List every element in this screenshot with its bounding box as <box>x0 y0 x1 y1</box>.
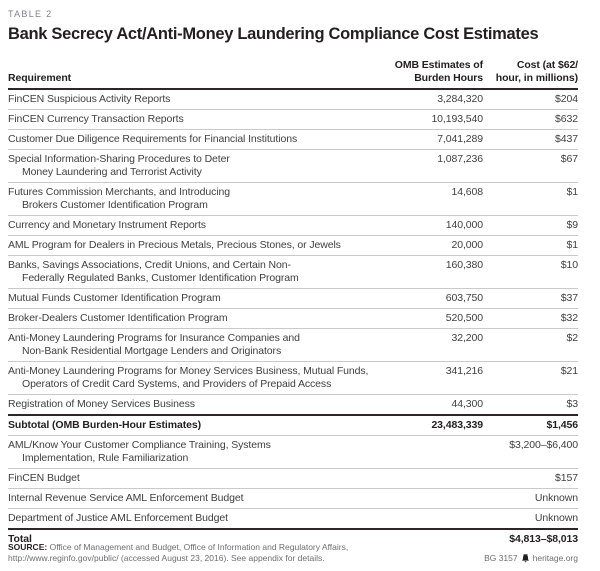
table-row <box>8 362 578 395</box>
requirement-line2: Money Laundering and Terrorist Activity <box>22 166 202 178</box>
burden-hours-cell <box>371 509 483 530</box>
publisher-site: heritage.org <box>532 553 578 563</box>
cost-cell: $9 <box>566 219 578 231</box>
burden-hours-cell: 20,000 <box>451 239 483 251</box>
requirement-line2: Operators of Credit Card Systems, and Providers of Prepaid Access <box>22 378 332 390</box>
burden-hours-cell: 10,193,540 <box>431 113 483 125</box>
cost-cell: $3 <box>566 398 578 410</box>
cost-cell: Unknown <box>534 492 578 504</box>
requirement-cell: AML Program for Dealers in Precious Metals, Precious Stones, or Jewels <box>8 239 341 251</box>
document-id: BG 3157 <box>484 553 518 563</box>
table-row <box>8 309 578 329</box>
cost-cell: $2 <box>566 332 578 344</box>
requirement-line2: Non-Bank Residential Mortgage Lenders and Originators <box>22 345 282 357</box>
requirement-cell: Customer Due Diligence Requirements for Financial Institutions <box>8 133 298 145</box>
col-header-cost <box>483 59 578 89</box>
requirement-line2: Implementation, Rule Familiarization <box>22 452 189 464</box>
table-row <box>8 110 578 130</box>
source-text-line2: http://www.reginfo.gov/public/ (accessed August 23, 2016). See appendix for details. <box>8 553 325 563</box>
burden-hours-cell: 3,284,320 <box>437 93 483 105</box>
col-header-cost-line1: Cost (at $62/ <box>516 59 578 71</box>
table-row <box>8 415 578 436</box>
requirement-cell: Anti-Money Laundering Programs for Insurance Companies and Non-Bank Residential Mortgage Lenders and Originators <box>8 329 371 362</box>
requirement-cell: FinCEN Currency Transaction Reports <box>8 113 184 125</box>
col-header-burden-hours-line2: Burden Hours <box>414 71 483 84</box>
table-row <box>8 130 578 150</box>
table-row <box>8 436 578 469</box>
table-header-row <box>8 59 578 89</box>
burden-hours-cell <box>371 469 483 489</box>
burden-hours-cell: 32,200 <box>451 332 483 344</box>
burden-hours-cell <box>371 436 483 469</box>
requirement-cell: Total <box>8 533 32 545</box>
source-text-line1: Office of Management and Budget, Office of Information and Regulatory Affairs, <box>49 542 349 552</box>
cost-cell: $10 <box>560 259 578 271</box>
table-row <box>8 183 578 216</box>
table-label: TABLE 2 <box>8 9 53 19</box>
table-row <box>8 329 578 362</box>
requirement-cell: Registration of Money Services Business <box>8 398 195 410</box>
requirement-line2: Federally Regulated Banks, Customer Identification Program <box>22 272 299 284</box>
requirement-cell: Special Information-Sharing Procedures to Deter Money Laundering and Terrorist Activity <box>8 150 371 183</box>
requirement-cell: Futures Commission Merchants, and Introducing Brokers Customer Identification Program <box>8 183 371 216</box>
burden-hours-cell: 341,216 <box>445 365 483 377</box>
publication-brand <box>484 553 578 564</box>
cost-cell: $1,456 <box>546 419 578 431</box>
cost-cell: $37 <box>560 292 578 304</box>
burden-hours-cell: 23,483,339 <box>431 419 483 431</box>
table-row <box>8 395 578 416</box>
table-row <box>8 256 578 289</box>
requirement-cell: Currency and Monetary Instrument Reports <box>8 219 206 231</box>
cost-cell: $67 <box>560 153 578 165</box>
burden-hours-cell: 160,380 <box>445 259 483 271</box>
requirement-cell: Broker-Dealers Customer Identification Program <box>8 312 228 324</box>
requirement-cell: Banks, Savings Associations, Credit Unions, and Certain Non- Federally Regulated Banks, Customer Identification Program <box>8 256 371 289</box>
requirement-cell: Mutual Funds Customer Identification Program <box>8 292 221 304</box>
table-row <box>8 236 578 256</box>
page-title: Bank Secrecy Act/Anti-Money Laundering Compliance Cost Estimates <box>8 25 539 43</box>
cost-cell: $1 <box>566 186 578 198</box>
compliance-cost-table <box>8 59 578 549</box>
burden-hours-cell: 140,000 <box>445 219 483 231</box>
table-row <box>8 469 578 489</box>
cost-cell: $157 <box>555 472 578 484</box>
cost-cell: $1 <box>566 239 578 251</box>
burden-hours-cell: 14,608 <box>451 186 483 198</box>
requirement-cell: Internal Revenue Service AML Enforcement Budget <box>8 492 244 504</box>
requirement-cell: Anti-Money Laundering Programs for Money Services Business, Mutual Funds, Operators of Credit Card Systems, and Providers of Prepaid Access <box>8 362 371 395</box>
col-header-burden-hours <box>371 59 483 89</box>
source-label: SOURCE: <box>8 542 48 552</box>
burden-hours-cell: 7,041,289 <box>437 133 483 145</box>
table-row <box>8 489 578 509</box>
cost-cell: $4,813–$8,013 <box>509 533 578 545</box>
figure-footer <box>8 542 578 564</box>
cost-cell: $437 <box>555 133 578 145</box>
burden-hours-cell: 1,087,236 <box>437 153 483 165</box>
cost-cell: $21 <box>560 365 578 377</box>
table-row <box>8 289 578 309</box>
cost-cell: $204 <box>555 93 578 105</box>
table-row <box>8 89 578 110</box>
burden-hours-cell: 520,500 <box>445 312 483 324</box>
table-row <box>8 216 578 236</box>
col-header-requirement: Requirement <box>8 71 72 84</box>
burden-hours-cell: 603,750 <box>445 292 483 304</box>
cost-cell: Unknown <box>534 512 578 524</box>
requirement-cell: FinCEN Suspicious Activity Reports <box>8 93 171 105</box>
heritage-bell-icon <box>521 554 530 563</box>
source-note <box>8 542 348 564</box>
col-header-burden-hours-line1: OMB Estimates of <box>394 59 483 71</box>
col-header-cost-line2: hour, in millions) <box>495 71 578 84</box>
table-body <box>8 89 578 549</box>
requirement-cell: Subtotal (OMB Burden-Hour Estimates) <box>8 419 201 431</box>
requirement-cell: FinCEN Budget <box>8 472 80 484</box>
requirement-cell: Department of Justice AML Enforcement Budget <box>8 512 228 524</box>
table-row <box>8 509 578 530</box>
cost-cell: $3,200–$6,400 <box>509 439 578 451</box>
cost-cell: $32 <box>560 312 578 324</box>
cost-cell: $632 <box>555 113 578 125</box>
burden-hours-cell <box>371 489 483 509</box>
requirement-line2: Brokers Customer Identification Program <box>22 199 208 211</box>
burden-hours-cell: 44,300 <box>451 398 483 410</box>
requirement-cell: AML/Know Your Customer Compliance Training, Systems Implementation, Rule Familiarization <box>8 436 371 469</box>
table-row <box>8 150 578 183</box>
